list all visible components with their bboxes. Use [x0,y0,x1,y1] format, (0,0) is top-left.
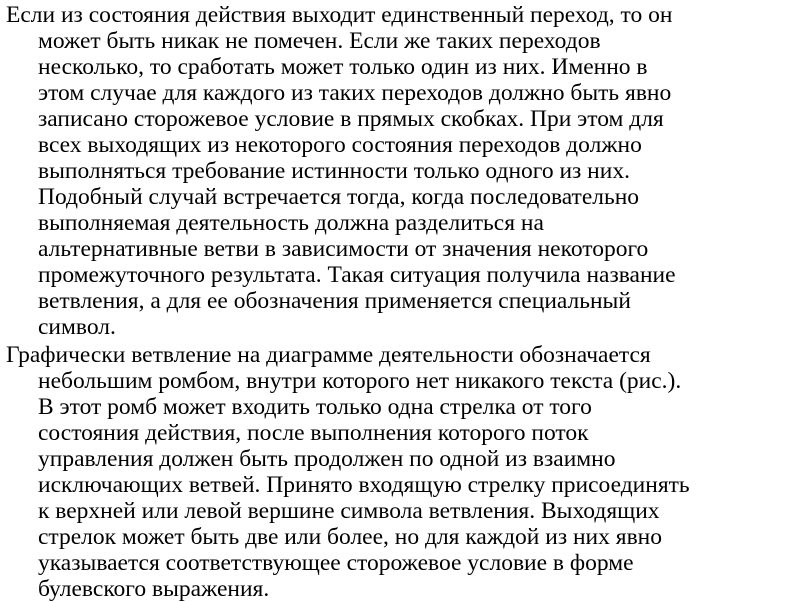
text-line: промежуточного результата. Такая ситуация получила название [38,262,676,288]
text-line: управления должен быть продолжен по одной из взаимно [38,446,616,472]
text-line: выполняться требование истинности только одного из них. [38,158,630,184]
text-line: В этот ромб может входить только одна стрелка от того [38,394,592,420]
text-line: состояния действия, после выполнения которого поток [38,420,589,446]
text-line: Подобный случай встречается тогда, когда последовательно [38,184,640,210]
text-line: альтернативные ветви в зависимости от значения некоторого [38,236,649,262]
text-line: стрелок может быть две или более, но для каждой из них явно [38,524,662,550]
text-line: всех выходящих из некоторого состояния переходов должно [38,132,642,158]
text-line: ветвления, а для ее обозначения применяется специальный [38,288,631,314]
text-line: исключающих ветвей. Принято входящую стрелку присоединять [38,472,690,498]
text-line: символ. [38,314,116,340]
text-line: указывается соответствующее сторожевое условие в форме [38,550,634,576]
text-line: может быть никак не помечен. Если же таких переходов [38,28,601,54]
text-line: Графически ветвление на диаграмме деятельности обозначается [6,342,651,368]
text-line: булевского выражения. [38,576,270,602]
text-line: небольшим ромбом, внутри которого нет никакого текста (рис.). [38,368,682,394]
text-line: Если из состояния действия выходит единственный переход, то он [6,2,673,28]
text-line: к верхней или левой вершине символа ветвления. Выходящих [38,498,660,524]
text-line: несколько, то сработать может только один из них. Именно в [38,54,648,80]
text-line: записано сторожевое условие в прямых скобках. При этом для [38,106,664,132]
text-line: этом случае для каждого из таких переходов должно быть явно [38,80,672,106]
text-line: выполняемая деятельность должна разделиться на [38,210,544,236]
